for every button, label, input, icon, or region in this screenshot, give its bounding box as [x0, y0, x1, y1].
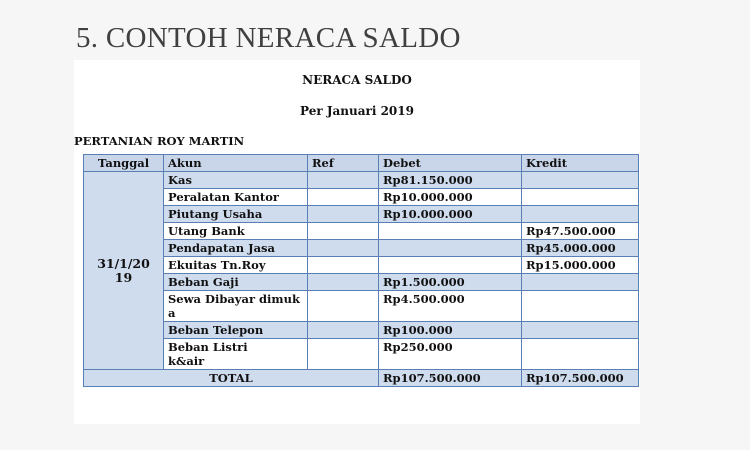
ref-cell [308, 291, 379, 322]
debit-cell: Rp1.500.000 [379, 274, 522, 291]
document-title: NERACA SALDO [302, 73, 412, 87]
debit-cell: Rp250.000 [379, 339, 522, 370]
table-row [84, 189, 639, 206]
account-cell: Peralatan Kantor [164, 189, 308, 206]
credit-cell: Rp47.500.000 [522, 223, 639, 240]
header-kredit: Kredit [522, 155, 639, 172]
total-credit: Rp107.500.000 [522, 370, 639, 387]
header-ref: Ref [308, 155, 379, 172]
ref-cell [308, 274, 379, 291]
credit-cell: Rp45.000.000 [522, 240, 639, 257]
debit-cell: Rp100.000 [379, 322, 522, 339]
trial-balance-table [83, 154, 639, 387]
total-debit: Rp107.500.000 [379, 370, 522, 387]
document-subtitle: Per Januari 2019 [300, 104, 414, 118]
account-cell: Utang Bank [164, 223, 308, 240]
ref-cell [308, 172, 379, 189]
account-cell: Beban Gaji [164, 274, 308, 291]
trial-balance-document [74, 60, 640, 424]
ref-cell [308, 322, 379, 339]
table-row [84, 240, 639, 257]
table-row [84, 274, 639, 291]
ref-cell [308, 339, 379, 370]
credit-cell [522, 189, 639, 206]
debit-cell [379, 223, 522, 240]
account-cell: Kas [164, 172, 308, 189]
credit-cell [522, 339, 639, 370]
total-label: TOTAL [84, 370, 379, 387]
header-akun: Akun [164, 155, 308, 172]
header-debet: Debet [379, 155, 522, 172]
account-cell: Pendapatan Jasa [164, 240, 308, 257]
credit-cell: Rp15.000.000 [522, 257, 639, 274]
table-row [84, 257, 639, 274]
credit-cell [522, 206, 639, 223]
debit-cell: Rp4.500.000 [379, 291, 522, 322]
table-row [84, 322, 639, 339]
account-text: Beban Listrik&air [168, 340, 248, 368]
table-row [84, 172, 639, 189]
debit-cell [379, 240, 522, 257]
ref-cell [308, 223, 379, 240]
credit-cell [522, 274, 639, 291]
table-row [84, 339, 639, 370]
table-row [84, 291, 639, 322]
date-cell [84, 172, 164, 370]
debit-cell: Rp10.000.000 [379, 206, 522, 223]
debit-cell [379, 257, 522, 274]
account-cell: Ekuitas Tn.Roy [164, 257, 308, 274]
header-tanggal: Tanggal [84, 155, 164, 172]
account-cell: Sewa Dibayar dimuka [164, 291, 308, 322]
table-row [84, 223, 639, 240]
table-row [84, 206, 639, 223]
ref-cell [308, 257, 379, 274]
credit-cell [522, 291, 639, 322]
account-cell: Beban Telepon [164, 322, 308, 339]
account-cell: Piutang Usaha [164, 206, 308, 223]
company-name: PERTANIAN ROY MARTIN [74, 134, 245, 148]
ref-cell [308, 206, 379, 223]
ref-cell [308, 240, 379, 257]
account-cell [164, 339, 308, 370]
date-line-2: 19 [114, 269, 133, 285]
table-header-row [84, 155, 639, 172]
debit-cell: Rp81.150.000 [379, 172, 522, 189]
debit-cell: Rp10.000.000 [379, 189, 522, 206]
slide-title: 5. CONTOH NERACA SALDO [76, 22, 461, 54]
date-line-1: 31/1/20 [97, 255, 150, 271]
credit-cell [522, 322, 639, 339]
ref-cell [308, 189, 379, 206]
total-row [84, 370, 639, 387]
credit-cell [522, 172, 639, 189]
